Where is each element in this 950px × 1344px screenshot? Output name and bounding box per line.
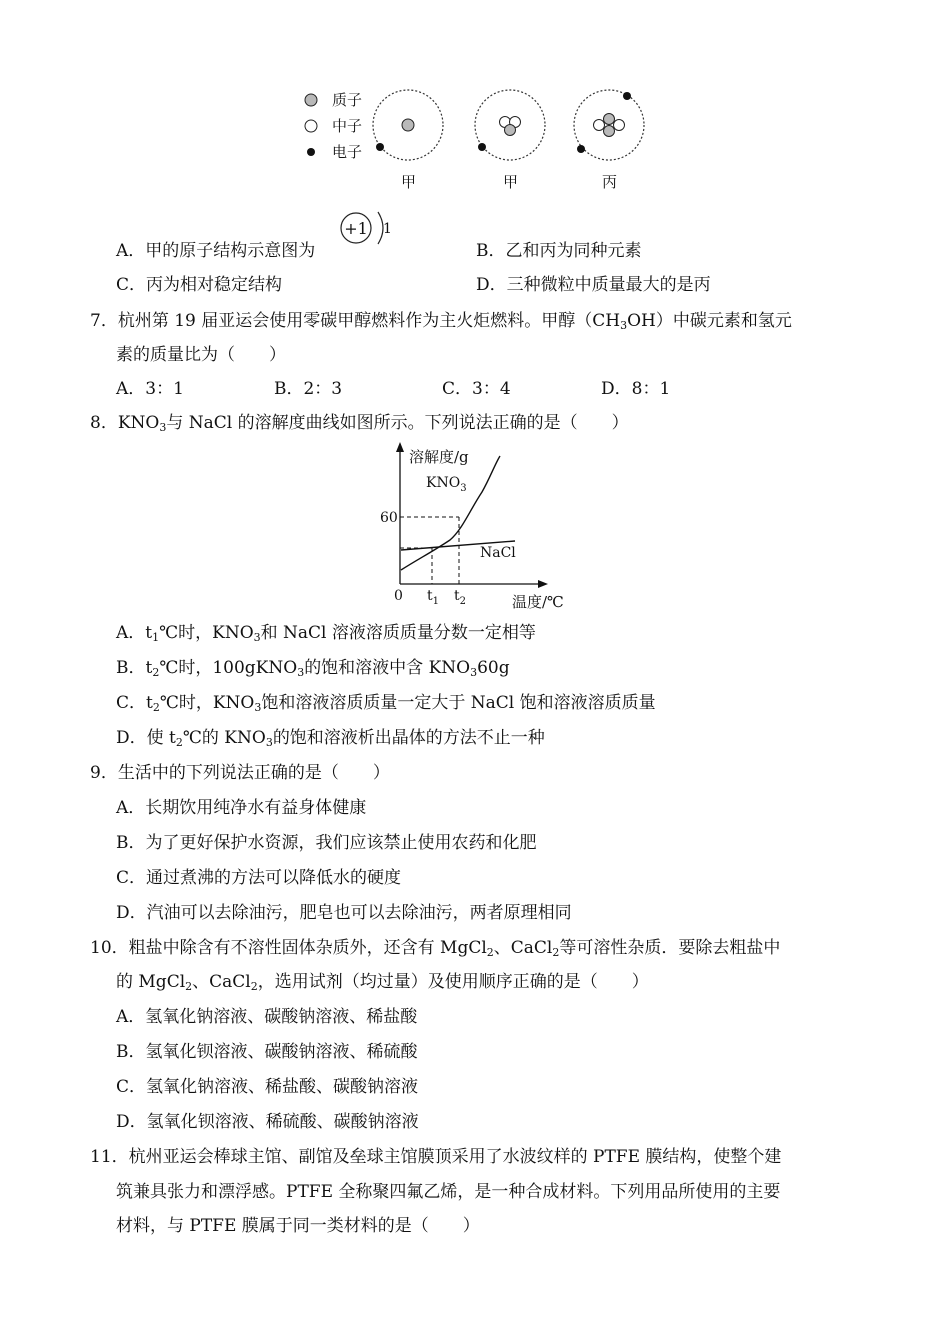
- legend-proton-label: 质子: [332, 91, 363, 109]
- atom-3-proton: [604, 126, 615, 137]
- q7-option-d: D．8：1: [601, 379, 671, 399]
- x-axis-label: 温度/℃: [512, 593, 564, 611]
- y-axis-arrow: [396, 442, 404, 452]
- q6-option-a-text: 甲的原子结构示意图为: [145, 241, 316, 261]
- q8-option-b: B．$t_2℃$时，100gKNO$_3$的饱和溶液中含 $KNO_360g$: [116, 658, 510, 679]
- q8-option-a: A．$t_1℃$时，$KNO_3$和 NaCl 溶液溶质质量分数一定相等: [116, 623, 536, 644]
- x-axis-arrow: [538, 580, 548, 588]
- atom-3-caption: 丙: [602, 173, 618, 191]
- atom-3-electron: [577, 145, 585, 153]
- atom-structure-figure: [295, 80, 665, 195]
- solubility-curve-chart: [370, 440, 580, 615]
- q10-option-c: C．氢氧化钠溶液、稀盐酸、碳酸钠溶液: [116, 1077, 419, 1097]
- proton-legend-icon: [305, 94, 317, 106]
- y-axis-label: 溶解度/g: [409, 448, 469, 466]
- shell-electron-count: 1: [383, 221, 392, 237]
- atom-3-electron: [623, 92, 631, 100]
- atom-3-neutron: [594, 120, 605, 131]
- q11-stem-line-1: 11．杭州亚运会棒球主馆、副馆及垒球主馆膜顶采用了水波纹样的 PTFE 膜结构，使整个建: [90, 1147, 782, 1167]
- q11-stem-line-2: 筑兼具张力和漂浮感。PTFE 全称聚四氟乙烯，是一种合成材料。下列用品所使用的主要: [116, 1182, 781, 1202]
- neutron-legend-icon: [305, 120, 317, 132]
- q10-stem-line-2: 的 MgCl$_2$、CaCl$_2$，选用试剂（均过量）及使用顺序正确的是（ ）: [116, 972, 649, 993]
- q9-stem: 9．生活中的下列说法正确的是（ ）: [90, 763, 390, 783]
- nucleus-charge-label: +1: [344, 219, 368, 238]
- atom-1-diagram: [373, 90, 443, 191]
- q7-option-a: A．3：1: [116, 379, 184, 399]
- q8-option-d: D．使 $t_2℃$的 $KNO_3$的饱和溶液析出晶体的方法不止一种: [116, 728, 545, 749]
- q7-stem-line-2: 素的质量比为（ ）: [116, 345, 286, 365]
- q8-stem: 8．$KNO_3$与 NaCl 的溶解度曲线如图所示。下列说法正确的是（ ）: [90, 413, 629, 434]
- atom-2-proton: [505, 125, 516, 136]
- legend-neutron-label: 中子: [332, 117, 363, 135]
- q8-option-c: C．$t_2℃$时，$KNO_3$饱和溶液溶质质量一定大于 NaCl 饱和溶液溶质质量: [116, 693, 656, 714]
- atom-2-electron: [478, 143, 486, 151]
- q10-option-d: D．氢氧化钡溶液、稀硫酸、碳酸钠溶液: [116, 1112, 419, 1132]
- q11-stem-line-3: 材料，与 PTFE 膜属于同一类材料的是（ ）: [116, 1216, 480, 1236]
- atom-1-electron: [376, 143, 384, 151]
- atom-1-proton: [402, 119, 414, 131]
- atom-1-caption: 甲: [401, 173, 417, 191]
- q7-option-b: B．2：3: [274, 379, 343, 399]
- hydrogen-atom-structure-diagram: [336, 206, 396, 250]
- y-tick-60: 60: [380, 510, 398, 526]
- atom-2-caption: 甲: [503, 173, 519, 191]
- atom-3-neutron: [614, 120, 625, 131]
- q10-stem-line-1: 10．粗盐中除含有不溶性固体杂质外，还含有 MgCl$_2$、CaCl$_2$等可溶性杂质．要除去粗盐中: [90, 938, 781, 959]
- q9-option-b: B．为了更好保护水资源，我们应该禁止使用农药和化肥: [116, 833, 537, 853]
- q6-option-d: D．三种微粒中质量最大的是丙: [476, 275, 711, 295]
- atom-3-proton: [604, 114, 615, 125]
- x-tick-t2: $t_2$: [454, 588, 467, 607]
- q7-stem-line-1: 7．杭州第 19 届亚运会使用零碳甲醇燃料作为主火炬燃料。甲醇$(CH_3OH)$中碳元素和氢元: [90, 311, 792, 332]
- atom-3-diagram: [574, 90, 644, 191]
- nacl-series-label: NaCl: [480, 545, 516, 561]
- q9-option-d: D．汽油可以去除油污，肥皂也可以去除油污，两者原理相同: [116, 903, 572, 923]
- q6-option-a: A．甲的原子结构示意图为: [116, 241, 316, 261]
- q9-option-c: C．通过煮沸的方法可以降低水的硬度: [116, 868, 402, 888]
- atom-2-diagram: [475, 90, 545, 191]
- q6-option-b: B．乙和丙为同种元素: [476, 241, 642, 261]
- kno3-series-label: $KNO_3$: [426, 475, 467, 494]
- x-tick-t1: $t_1$: [427, 588, 440, 607]
- origin-label: 0: [394, 588, 403, 604]
- q6-option-c: C．丙为相对稳定结构: [116, 275, 283, 295]
- q7-option-c: C．3：4: [442, 379, 511, 399]
- legend-electron-label: 电子: [332, 143, 363, 161]
- q10-option-a: A．氢氧化钠溶液、碳酸钠溶液、稀盐酸: [116, 1007, 418, 1027]
- q10-option-b: B．氢氧化钡溶液、碳酸钠溶液、稀硫酸: [116, 1042, 418, 1062]
- electron-legend-icon: [307, 148, 315, 156]
- q9-option-a: A．长期饮用纯净水有益身体健康: [116, 798, 367, 818]
